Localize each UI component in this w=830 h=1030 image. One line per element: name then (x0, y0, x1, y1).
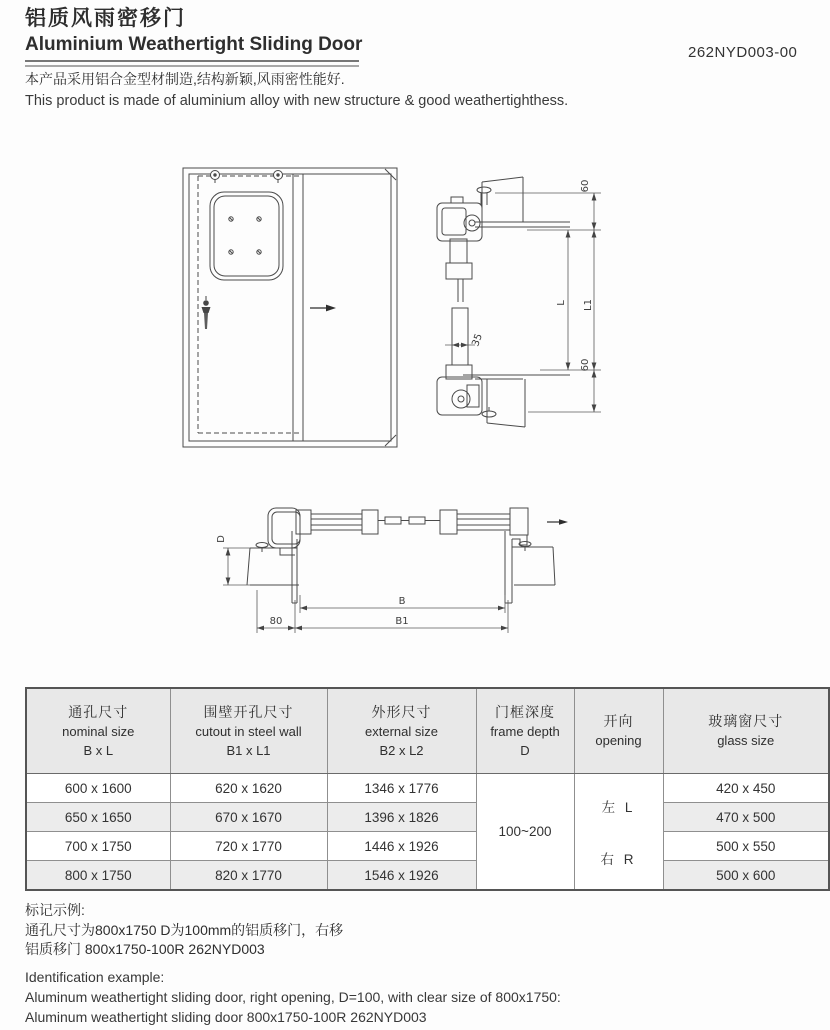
door-panel-section (446, 239, 472, 379)
dim-L-label: L (556, 300, 567, 306)
table-header-row (26, 688, 829, 774)
bottom-track-roller (437, 377, 482, 415)
external-size-value: 1396 x 1826 (327, 803, 476, 832)
table-row (26, 774, 829, 803)
nominal-size-value: 700 x 1750 (26, 832, 170, 861)
door-panel-dashed-outline (198, 176, 300, 433)
dim-B1-label: B1 (395, 616, 409, 627)
col-header-glass-size: 玻璃窗尺寸 glass size (663, 688, 829, 774)
cutout-value: 670 x 1670 (170, 803, 327, 832)
dimension-labels (216, 535, 409, 627)
top-wall-section (475, 177, 570, 227)
description-en: This product is made of aluminium alloy with new structure & good weathertighthess. (25, 93, 569, 109)
page-title-zh: 铝质风雨密移门 (25, 7, 186, 30)
opening-right: 右 R (600, 851, 637, 867)
door-handle (202, 296, 211, 329)
opening-left: 左 L (601, 799, 636, 815)
glass-size-value: 420 x 450 (663, 774, 829, 803)
slide-direction-arrow (310, 305, 336, 312)
dim-35-label: 35 (470, 332, 485, 349)
opening-value (574, 774, 663, 891)
dimension-arrowheads (226, 548, 508, 630)
dim-L1-label: L1 (583, 299, 594, 311)
dim-60-bottom-label: 60 (580, 358, 591, 372)
frame-depth-value: 100~200 (476, 774, 574, 891)
front-view-drawing (170, 160, 410, 460)
dimension-lines (223, 548, 508, 633)
specification-table (25, 687, 830, 891)
col-header-frame-depth: 门框深度 frame depth D (476, 688, 574, 774)
document-number: 262NYD003-00 (688, 44, 798, 61)
example-title-en: Identification example: (25, 968, 165, 985)
nominal-size-value: 600 x 1600 (26, 774, 170, 803)
top-track-roller (437, 197, 482, 241)
window (210, 192, 283, 280)
window-bolts (229, 217, 261, 254)
example-line2-en: Aluminum weathertight sliding door 800x1750-100R 262NYD003 (25, 1008, 427, 1025)
horizontal-section-drawing (195, 495, 580, 640)
identification-example (25, 901, 561, 1027)
external-size-value: 1546 x 1926 (327, 861, 476, 891)
example-title-zh: 标记示例: (25, 902, 85, 918)
example-line1-zh: 通孔尺寸为800x1750 D为100mm的铝质移门，右移 (25, 921, 344, 938)
slide-direction-arrow (547, 519, 568, 525)
col-header-external-size: 外形尺寸 external size B2 x L2 (327, 688, 476, 774)
vertical-section-drawing (425, 155, 615, 445)
title-underline (25, 60, 359, 67)
cutout-value: 820 x 1770 (170, 861, 327, 891)
door-panel-plan (268, 508, 528, 555)
example-line2-zh: 铝质移门 800x1750-100R 262NYD003 (25, 941, 265, 957)
hanger-bolts (211, 171, 283, 184)
right-wall-plan (505, 531, 555, 603)
cutout-value: 620 x 1620 (170, 774, 327, 803)
dim-D-label: D (216, 535, 227, 543)
external-size-value: 1446 x 1926 (327, 832, 476, 861)
door-frame (183, 168, 397, 447)
product-description (25, 69, 568, 112)
glass-size-value: 500 x 550 (663, 832, 829, 861)
table-row (26, 832, 829, 861)
dimension-labels (470, 180, 594, 372)
col-header-opening: 开向 opening (574, 688, 663, 774)
example-line1-en: Aluminum weathertight sliding door, right opening, D=100, with clear size of 800x1750: (25, 988, 561, 1005)
table-row (26, 861, 829, 891)
dim-60-top-label: 60 (580, 179, 591, 193)
col-header-cutout: 围壁开孔尺寸 cutout in steel wall B1 x L1 (170, 688, 327, 774)
nominal-size-value: 650 x 1650 (26, 803, 170, 832)
external-size-value: 1346 x 1776 (327, 774, 476, 803)
cutout-value: 720 x 1770 (170, 832, 327, 861)
glass-size-value: 470 x 500 (663, 803, 829, 832)
nominal-size-value: 800 x 1750 (26, 861, 170, 891)
dim-80-label: 80 (269, 616, 283, 627)
col-header-nominal-size: 通孔尺寸 nominal size B x L (26, 688, 170, 774)
glass-size-value: 500 x 600 (663, 861, 829, 891)
dim-B-label: B (398, 596, 406, 607)
table-row (26, 803, 829, 832)
description-zh: 本产品采用铝合金型材制造,结构新颖,风雨密性能好. (25, 71, 345, 87)
door-panel-edge (293, 174, 303, 441)
page-header (25, 6, 362, 67)
page-title-en: Aluminium Weathertight Sliding Door (25, 34, 363, 55)
